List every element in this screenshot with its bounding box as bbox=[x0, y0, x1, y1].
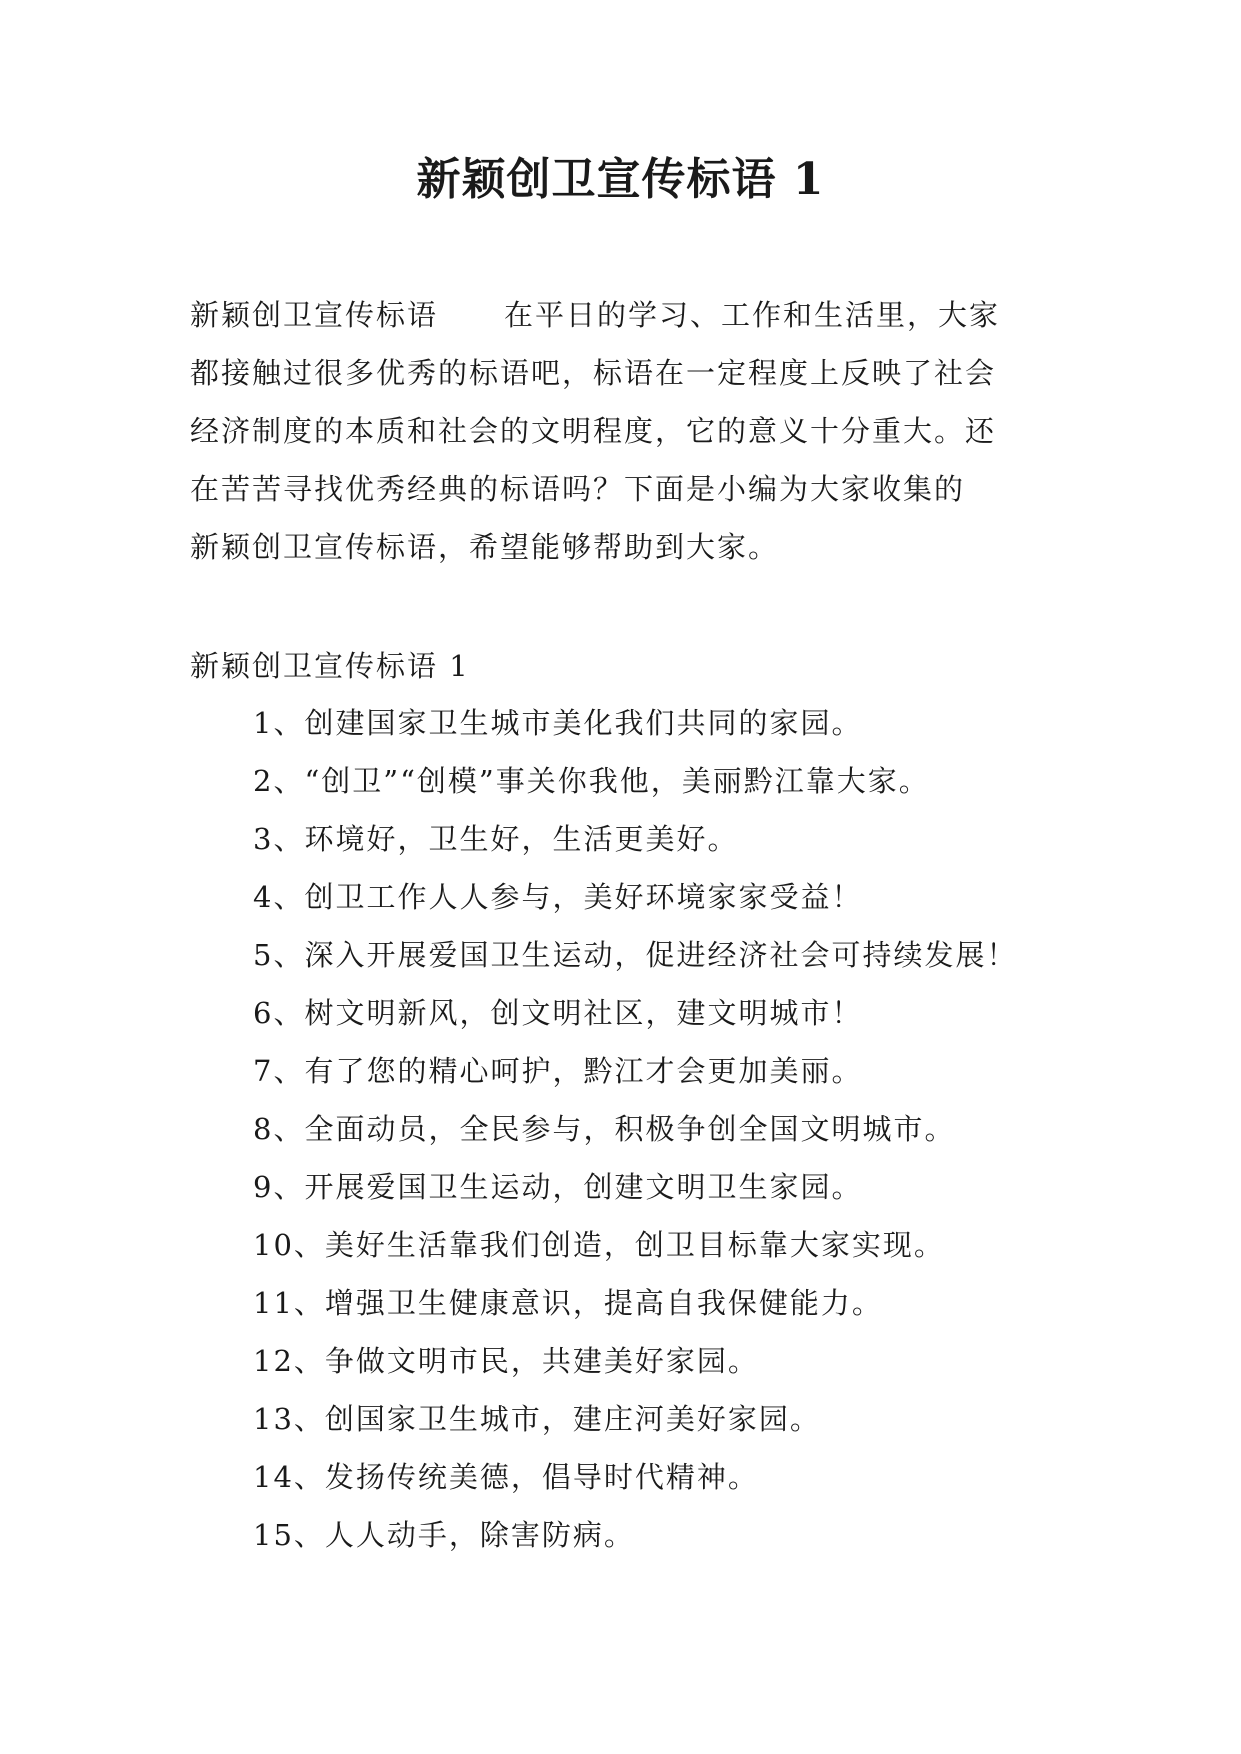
intro-lead: 新颖创卫宣传标语 bbox=[190, 298, 439, 332]
list-item: 7、有了您的精心呵护，黔江才会更加美丽。 bbox=[253, 1054, 863, 1088]
section-heading: 新颖创卫宣传标语 1 bbox=[190, 649, 470, 683]
intro-line-text: 在平日的学习、工作和生活里，大家 bbox=[504, 298, 1001, 332]
list-item: 2、“创卫”“创模”事关你我他，美丽黔江靠大家。 bbox=[253, 764, 930, 798]
intro-line: 新颖创卫宣传标语，希望能够帮助到大家。 bbox=[190, 530, 780, 564]
list-item: 15、人人动手，除害防病。 bbox=[253, 1518, 635, 1552]
intro-line bbox=[190, 286, 1050, 344]
list-item: 13、创国家卫生城市，建庄河美好家园。 bbox=[253, 1402, 821, 1436]
list-item: 4、创卫工作人人参与，美好环境家家受益！ bbox=[253, 880, 863, 914]
list-item: 3、环境好，卫生好，生活更美好。 bbox=[253, 822, 739, 856]
list-item: 12、争做文明市民，共建美好家园。 bbox=[253, 1344, 759, 1378]
intro-line: 都接触过很多优秀的标语吧，标语在一定程度上反映了社会 bbox=[190, 356, 997, 390]
document-title: 新颖创卫宣传标语 1 bbox=[416, 154, 825, 205]
list-item: 9、开展爱国卫生运动，创建文明卫生家园。 bbox=[253, 1170, 863, 1204]
list-item: 8、全面动员，全民参与，积极争创全国文明城市。 bbox=[253, 1112, 956, 1146]
intro-paragraph bbox=[190, 286, 1050, 576]
list-item: 6、树文明新风，创文明社区，建文明城市！ bbox=[253, 996, 863, 1030]
intro-line: 经济制度的本质和社会的文明程度，它的意义十分重大。还 bbox=[190, 414, 997, 448]
list-item: 1、创建国家卫生城市美化我们共同的家园。 bbox=[253, 706, 863, 740]
intro-line: 在苦苦寻找优秀经典的标语吗？下面是小编为大家收集的 bbox=[190, 472, 966, 506]
list-item: 14、发扬传统美德，倡导时代精神。 bbox=[253, 1460, 759, 1494]
slogan-list bbox=[253, 694, 1153, 1564]
list-item: 5、深入开展爱国卫生运动，促进经济社会可持续发展！ bbox=[253, 938, 1018, 972]
list-item: 11、增强卫生健康意识，提高自我保健能力。 bbox=[253, 1286, 883, 1320]
list-item: 10、美好生活靠我们创造，创卫目标靠大家实现。 bbox=[253, 1228, 945, 1262]
